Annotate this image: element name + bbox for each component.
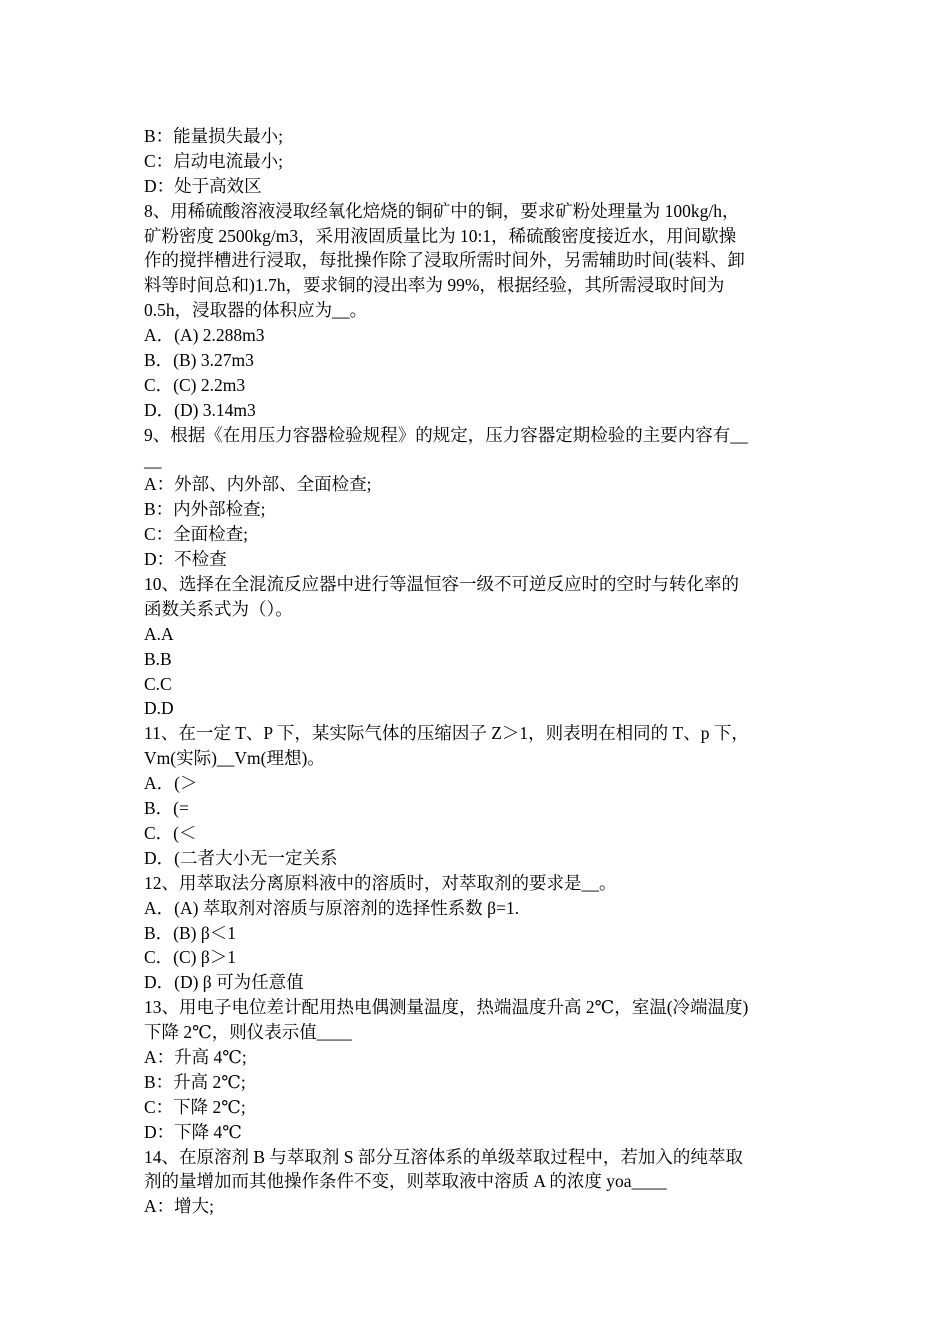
question-8-line: 8、用稀硫酸溶液浸取经氧化焙烧的铜矿中的铜，要求矿粉处理量为 100kg/h， (144, 200, 740, 221)
question-12-line: 12、用萃取法分离原料液中的溶质时，对萃取剂的要求是__。 (144, 872, 617, 893)
question-8-line: 矿粉密度 2500kg/m3，采用液固质量比为 10:1，稀硫酸密度接近水，用间歇操 (144, 225, 737, 246)
option-line: C：下降 2℃; (144, 1096, 246, 1117)
option-line: B：内外部检查; (144, 499, 266, 520)
option-line: D：下降 4℃ (144, 1121, 242, 1142)
question-13-line: 13、用电子电位差计配用热电偶测量温度，热端温度升高 2℃，室温(冷端温度) (144, 997, 749, 1018)
option-line: A．(A) 2.288m3 (144, 325, 265, 346)
question-14-line: 剂的量增加而其他操作条件不变，则萃取液中溶质 A 的浓度 yoa____ (144, 1171, 667, 1192)
question-11-line: Vm(实际)__Vm(理想)。 (144, 748, 325, 769)
option-line: D．(二者大小无一定关系 (144, 847, 338, 868)
question-9-line: 9、根据《在用压力容器检验规程》的规定，压力容器定期检验的主要内容有__ (144, 424, 748, 445)
text-line: D：处于高效区 (144, 175, 262, 196)
option-line: A．(A) 萃取剂对溶质与原溶剂的选择性系数 β=1. (144, 897, 520, 918)
option-line: B．(B) 3.27m3 (144, 350, 254, 371)
option-line: D．(D) β 可为任意值 (144, 972, 304, 993)
text-line: C：启动电流最小; (144, 150, 284, 171)
option-line: B.B (144, 648, 172, 669)
option-line: C.C (144, 673, 172, 694)
document-body (144, 124, 812, 1219)
question-10-line: 10、选择在全混流反应器中进行等温恒容一级不可逆反应时的空时与转化率的 (144, 574, 739, 595)
option-line: A.A (144, 623, 174, 644)
option-line: B．(= (144, 798, 189, 819)
option-line: B：升高 2℃; (144, 1071, 246, 1092)
option-line: A：外部、内外部、全面检查; (144, 474, 372, 495)
question-13-line: 下降 2℃，则仪表示值____ (144, 1022, 352, 1043)
option-line: B．(B) β＜1 (144, 922, 237, 943)
option-line: C．(C) β＞1 (144, 947, 237, 968)
question-8-line: 0.5h，浸取器的体积应为__。 (144, 300, 368, 321)
option-line: D.D (144, 698, 174, 719)
question-14-line: 14、在原溶剂 B 与萃取剂 S 部分互溶体系的单级萃取过程中，若加入的纯萃取 (144, 1146, 743, 1167)
option-line: D：不检查 (144, 549, 227, 570)
option-line: A：增大; (144, 1196, 214, 1217)
option-line: C．(＜ (144, 822, 197, 843)
option-line: A：升高 4℃; (144, 1046, 247, 1067)
option-line: C．(C) 2.2m3 (144, 374, 246, 395)
option-line: A．(＞ (144, 773, 198, 794)
question-11-line: 11、在一定 T、P 下，某实际气体的压缩因子 Z＞1，则表明在相同的 T、p 下， (144, 723, 749, 744)
question-9-line: __ (144, 449, 162, 470)
question-10-line: 函数关系式为（）。 (144, 598, 293, 619)
option-line: D．(D) 3.14m3 (144, 399, 256, 420)
text-line: B：能量损失最小; (144, 126, 284, 146)
question-8-line: 料等时间总和)1.7h，要求铜的浸出率为 99%，根据经验，其所需浸取时间为 (144, 275, 725, 296)
question-8-line: 作的搅拌槽进行浸取，每批操作除了浸取所需时间外，另需辅助时间(装料、卸 (144, 250, 745, 271)
option-line: C：全面检查; (144, 524, 249, 545)
